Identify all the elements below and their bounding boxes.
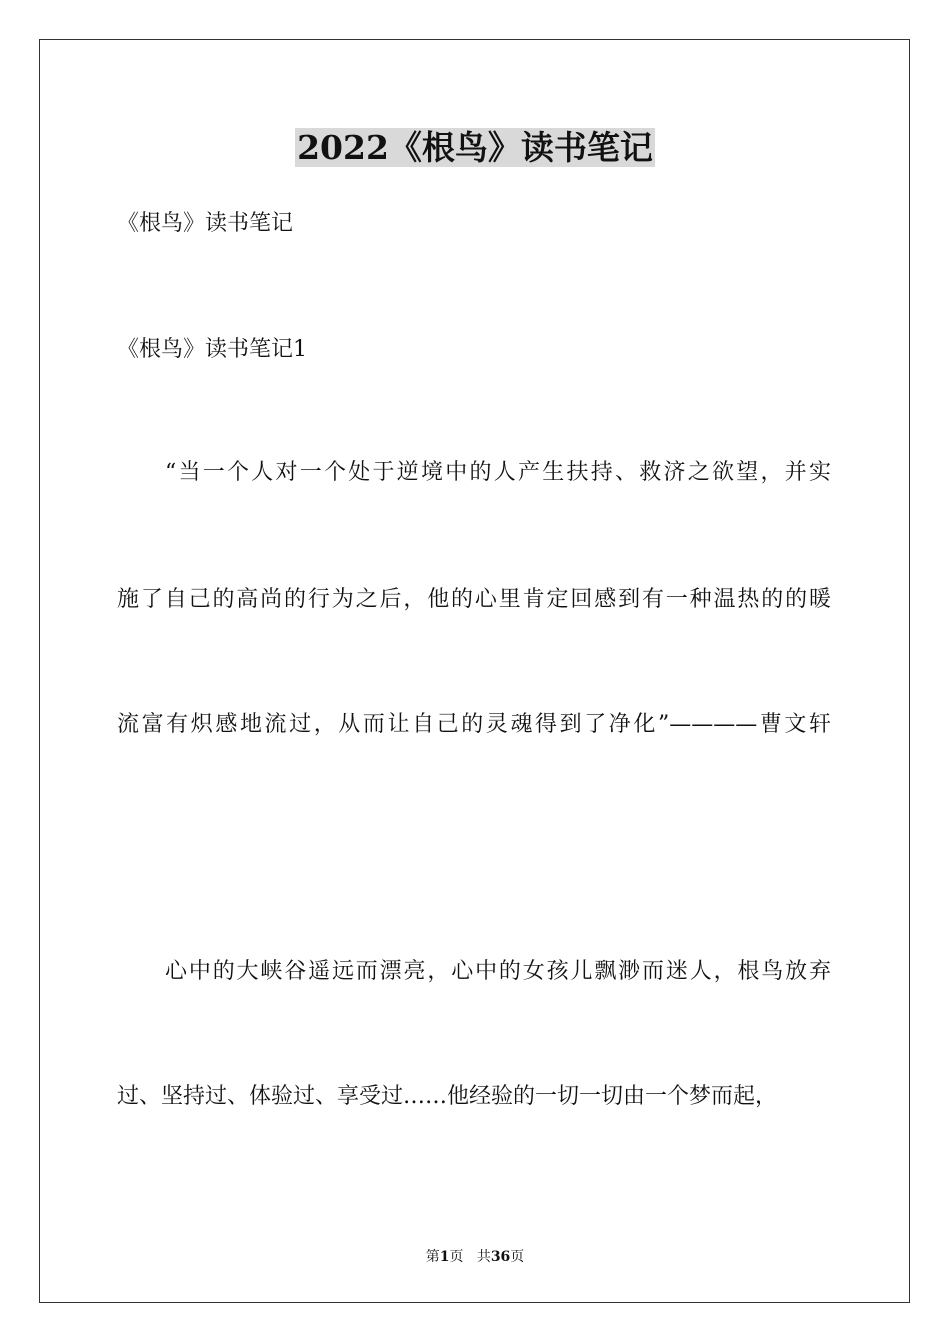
section-heading: 《根鸟》读书笔记1 xyxy=(117,337,307,362)
footer-page-suffix: 页 xyxy=(449,1249,464,1265)
footer-page-prefix: 第 xyxy=(425,1249,440,1265)
paragraph-line: 流富有炽感地流过，从而让自己的灵魂得到了净化”————曹文轩 xyxy=(117,712,831,737)
footer-page-number: 1 xyxy=(439,1249,450,1265)
page-footer xyxy=(0,1247,950,1267)
document-subtitle: 《根鸟》读书笔记 xyxy=(117,211,294,236)
paragraph-line: 过、坚持过、体验过、享受过……他经验的一切一切由一个梦而起， xyxy=(117,1084,778,1109)
footer-total-pages: 36 xyxy=(490,1249,511,1265)
footer-total-suffix: 页 xyxy=(510,1249,525,1265)
footer-total-prefix: 共 xyxy=(476,1249,491,1265)
document-title-text: 2022《根鸟》读书笔记 xyxy=(297,128,653,167)
document-title xyxy=(0,126,950,170)
paragraph-line: 心中的大峡谷遥远而漂亮，心中的女孩儿飘渺而迷人，根鸟放弃 xyxy=(165,959,831,984)
paragraph-line: 施了自己的高尚的行为之后，他的心里肯定回感到有一种温热的的暖 xyxy=(117,587,831,612)
paragraph-line: “当一个人对一个处于逆境中的人产生扶持、救济之欲望，并实 xyxy=(165,460,831,485)
